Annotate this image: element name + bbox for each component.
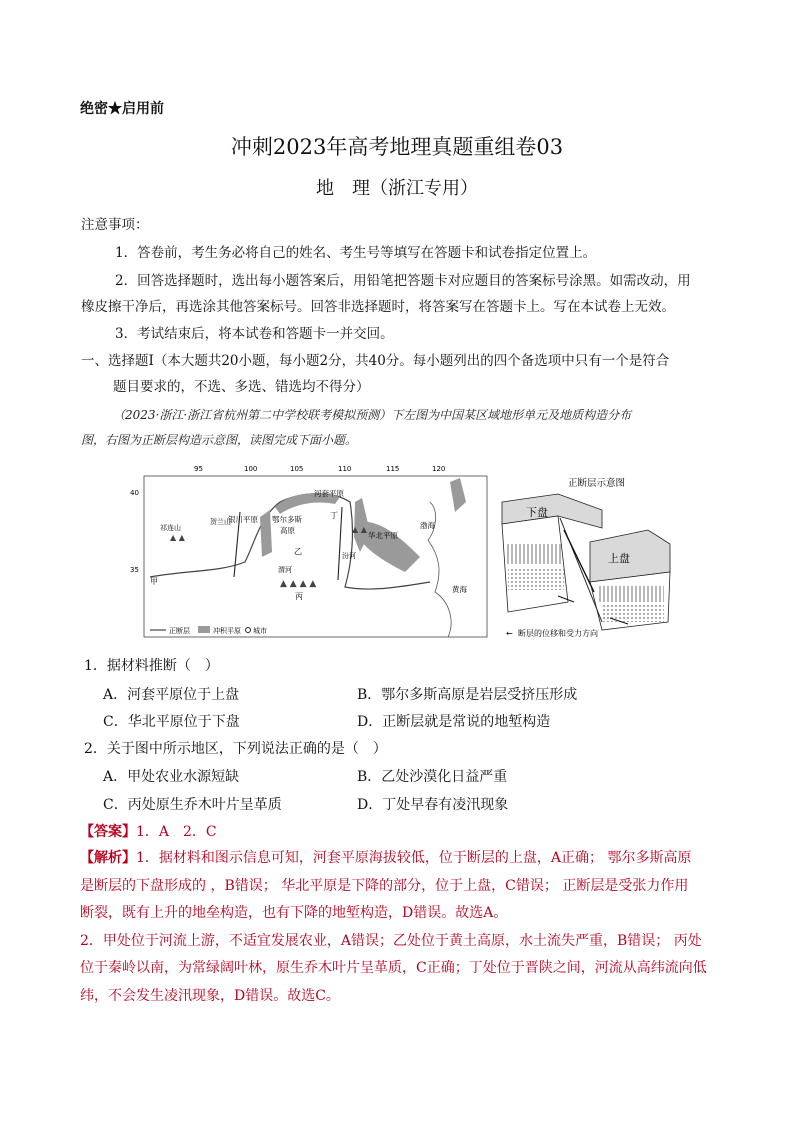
analysis-line-1	[80, 848, 691, 868]
question-source: （2023·浙江·浙江省杭州第二中学校联考模拟预测）下左图为中国某区域地形单元及地质构造分布	[113, 408, 632, 422]
place-label: 高原	[280, 526, 295, 535]
rock-layer	[508, 568, 564, 590]
place-label: 乙	[294, 547, 302, 556]
lon-label: 110	[338, 465, 352, 473]
normal-fault-diagram	[498, 472, 676, 642]
legend-label: 正断层	[169, 627, 190, 635]
notes-heading: 注意事项：	[81, 217, 149, 233]
page-title: 冲刺2023年高考地理真题重组卷03	[230, 135, 564, 159]
place-label: 河套平原	[314, 489, 344, 498]
q1-option-b: B．鄂尔多斯高原是岩层受挤压形成	[357, 687, 578, 703]
q1-option-d: D．正断层就是常说的地堑构造	[357, 714, 551, 730]
diagram-caption: 断层的位移和受力方向	[518, 629, 598, 638]
lon-label: 105	[290, 465, 304, 473]
place-label: 丙	[295, 592, 303, 601]
arrow-icon: ←	[506, 629, 513, 638]
analysis-line-6: 纬，不会发生凌汛现象，D错误。故选C。	[80, 988, 340, 1004]
place-label: 黄海	[452, 585, 467, 594]
section-heading-cont: 题目要求的，不选、多选、错选均不得分）	[113, 379, 370, 395]
analysis-line-4: 2．甲处位于河流上游，不适宜发展农业，A错误；乙处位于黄土高原，水土流失严重，B错误； 丙处	[80, 933, 702, 949]
q2-option-c: C．丙处原生乔木叶片呈革质	[103, 797, 282, 813]
legend-label: 冲积平原	[213, 627, 241, 635]
note-3: 3．考试结束后，将本试卷和答题卡一并交回。	[115, 326, 394, 342]
answer-text: 1．A 2．C	[136, 824, 217, 840]
question-2-stem: 2．关于图中所示地区，下列说法正确的是（ ）	[84, 741, 387, 757]
mountain-icon: ▲ ▲	[170, 533, 185, 542]
plain-shape	[450, 478, 466, 512]
rock-layer	[598, 586, 664, 602]
q2-option-d: D．丁处早春有凌汛现象	[357, 797, 509, 813]
note-2: 2．回答选择题时，选出每小题答案后，用铅笔把答题卡对应题目的答案标号涂黑。如需改动，用	[115, 273, 691, 289]
q1-option-a: A．河套平原位于上盘	[103, 687, 240, 703]
legend-plain-symbol	[198, 626, 210, 633]
note-2-cont: 橡皮擦干净后，再选涂其他答案标号。回答非选择题时，将答案写在答题卡上。写在本试卷上无效。	[81, 299, 675, 315]
place-label: 祁连山	[160, 524, 181, 532]
place-label: 渤海	[420, 521, 435, 530]
question-source-cont: 图，右图为正断层构造示意图，读图完成下面小题。	[81, 433, 358, 447]
region-map-figure	[130, 462, 492, 642]
q2-option-b: B．乙处沙漠化日益严重	[357, 769, 508, 785]
place-label: 甲	[150, 577, 158, 586]
lat-label: 40	[130, 489, 139, 497]
answer-label: 【答案】	[80, 824, 136, 840]
mountain-icon: ▲ ▲	[352, 525, 367, 534]
analysis-line-5: 位于秦岭以南，为常绿阔叶林，原生乔木叶片呈革质，C正确；丁处位于晋陕之间，河流从高纬流向低	[80, 960, 707, 976]
q2-option-a: A．甲处农业水源短缺	[103, 769, 240, 785]
mountain-icon: ▲ ▲ ▲ ▲	[280, 579, 317, 589]
page-subtitle: 地 理（浙江专用）	[316, 178, 478, 199]
analysis-line-2: 是断层的下盘形成的 ，B错误； 华北平原是下降的部分，位于上盘，C错误； 正断层是受张力作用	[80, 878, 689, 894]
displacement-arrow	[564, 530, 594, 592]
legend-city-symbol	[246, 628, 251, 633]
place-label: 华北平原	[368, 531, 398, 540]
place-label: 银川平原	[228, 515, 258, 524]
analysis-line-3: 断裂，既有上升的地垒构造，也有下降的地堑构造，D错误。故选A。	[80, 905, 508, 921]
lon-label: 120	[432, 465, 446, 473]
lon-label: 115	[386, 465, 400, 473]
footwall-label: 下盘	[526, 506, 548, 519]
place-label: 贺兰山	[210, 518, 231, 526]
rock-layer	[602, 604, 664, 622]
lat-label: 35	[130, 566, 139, 574]
place-label: 渭河	[278, 566, 292, 574]
plain-shape	[362, 522, 420, 572]
note-1: 1．答卷前，考生务必将自己的姓名、考生号等填写在答题卡和试卷指定位置上。	[115, 245, 597, 261]
lon-label: 100	[244, 465, 258, 473]
place-label: 汾河	[342, 552, 356, 560]
rock-layer	[506, 544, 562, 564]
answer-line	[80, 821, 217, 841]
diagram-title: 正断层示意图	[568, 478, 626, 489]
lon-label: 95	[194, 465, 203, 473]
confidential-mark: 绝密★启用前	[80, 101, 164, 117]
plain-shape	[260, 510, 272, 557]
analysis-label: 【解析】	[80, 850, 136, 866]
question-1-stem: 1．据材料推断（ ）	[84, 658, 219, 674]
place-label: 丁	[330, 511, 338, 520]
hangingwall-label: 上盘	[608, 552, 630, 565]
section-heading: 一、选择题Ⅰ（本大题共20小题，每小题2分，共40分。每小题列出的四个备选项中只有一个是符合	[81, 353, 670, 369]
analysis-text: 1．据材料和图示信息可知，河套平原海拔较低，位于断层的上盘，A正确； 鄂尔多斯高原	[136, 850, 692, 866]
legend-label: 城市	[253, 627, 267, 635]
fault-line	[338, 507, 342, 580]
place-label: 鄂尔多斯	[272, 515, 302, 524]
q1-option-c: C．华北平原位于下盘	[103, 714, 240, 730]
